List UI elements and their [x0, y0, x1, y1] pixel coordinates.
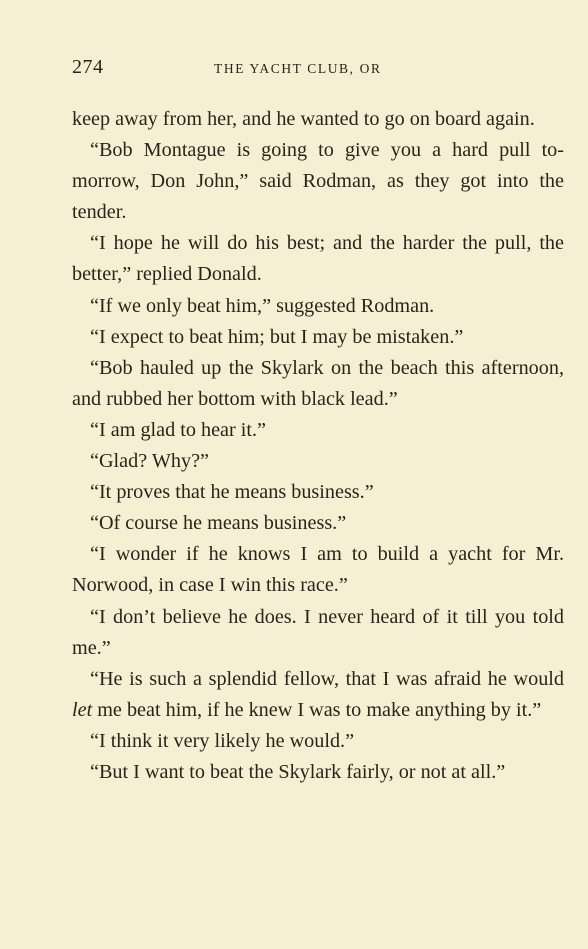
emphasis-text: let [72, 698, 93, 721]
page-header [72, 56, 564, 82]
paragraph: “I expect to beat him; but I may be mistaken.” [90, 325, 464, 348]
paragraph [72, 664, 564, 726]
paragraph: “Bob Montague is going to give you a hard pull to-morrow, Don John,” said Rodman, as they got into the tender. [72, 139, 564, 224]
paragraph: “It proves that he means business.” [90, 481, 374, 504]
paragraph: “But I want to beat the Skylark fairly, or not at all.” [90, 760, 506, 783]
paragraph: “I wonder if he knows I am to build a yacht for Mr. Norwood, in case I win this race.” [72, 543, 564, 597]
paragraph: “Bob hauled up the Skylark on the beach this afternoon, and rubbed her bottom with black lead.” [72, 356, 564, 410]
paragraph: “I hope he will do his best; and the harder the pull, the better,” replied Donald. [72, 232, 564, 286]
paragraph: keep away from her, and he wanted to go on board again. [72, 108, 535, 130]
paragraph-text: “He is such a splendid fellow, that I was afraid he would [90, 667, 564, 690]
paragraph: “I don’t believe he does. I never heard of it till you told me.” [72, 605, 564, 659]
running-head: THE YACHT CLUB, OR [214, 61, 382, 76]
paragraph: “Glad? Why?” [90, 450, 210, 473]
paragraph: “I am glad to hear it.” [90, 418, 266, 441]
body-text [72, 104, 564, 788]
paragraph-text: me beat him, if he knew I was to make anything by it.” [92, 698, 542, 721]
page-number: 274 [72, 56, 104, 78]
paragraph: “Of course he means business.” [90, 512, 347, 535]
paragraph: “If we only beat him,” suggested Rodman. [90, 294, 435, 317]
paragraph: “I think it very likely he would.” [90, 729, 355, 752]
